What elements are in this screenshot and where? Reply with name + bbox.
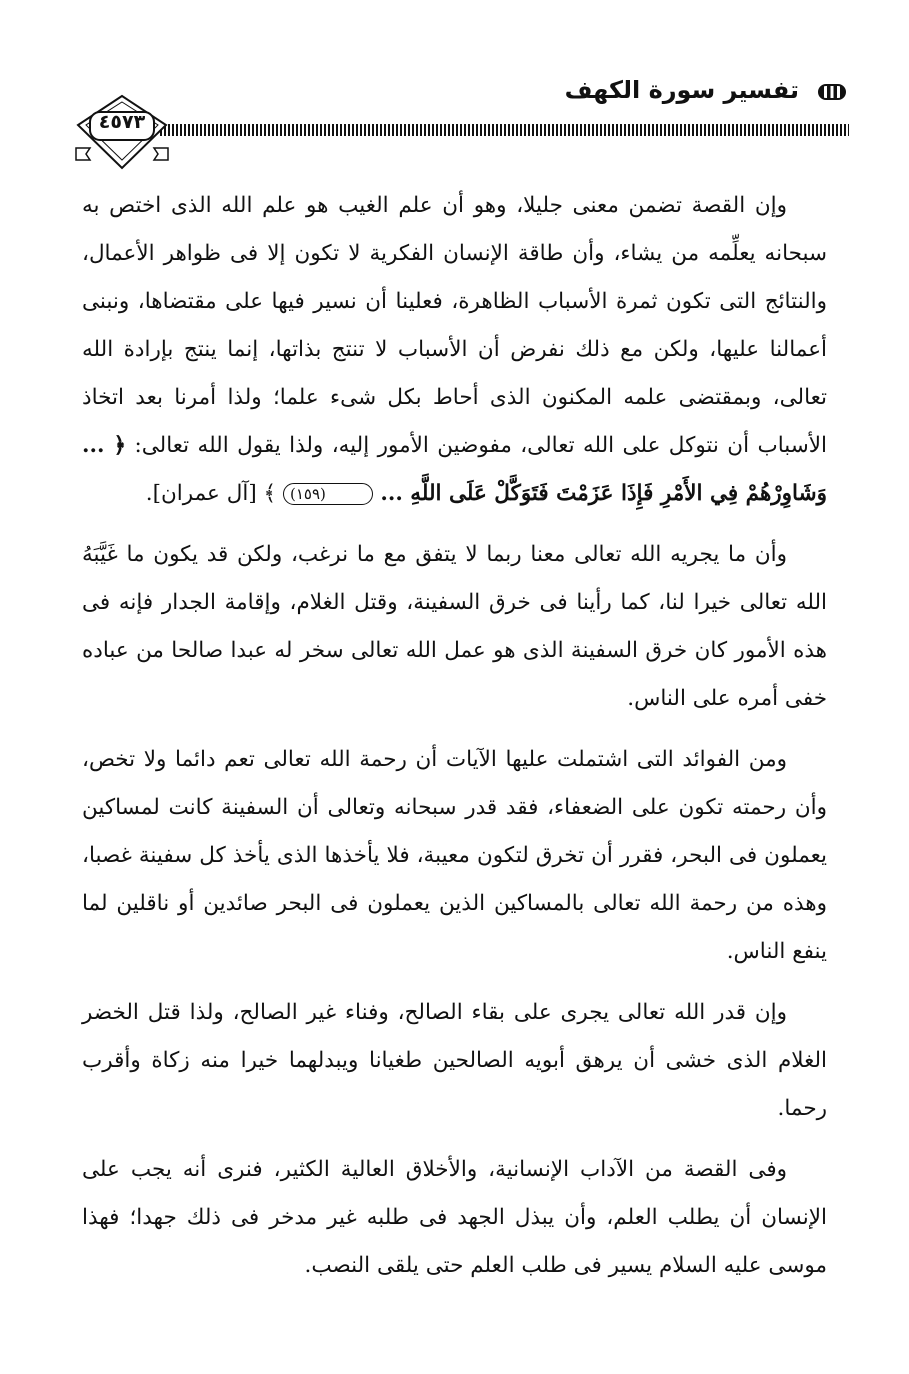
page-number: ٤٥٧٣: [98, 111, 146, 133]
page-body: [82, 182, 827, 1303]
paragraph-3: [82, 736, 827, 976]
paragraph-text: وإن قدر الله تعالى يجرى على بقاء الصالح، وفناء غير الصالح، ولذا قتل الخضر الغلام الذى خشى أن يرهق أبويه الصالحين طغيانا ويبدلهما خيرا منه زكاة وأقرب رحما.: [82, 1000, 827, 1121]
paragraph-1: [82, 182, 827, 518]
header-rule: [160, 124, 849, 136]
paragraph-4: [82, 989, 827, 1133]
page-header: [0, 0, 909, 180]
surah-reference: ﴾ [آل عمران].: [145, 481, 283, 506]
flower-ornament-icon: [815, 81, 849, 103]
paragraph-text: ومن الفوائد التى اشتملت عليها الآيات أن رحمة الله تعالى تعم دائما ولا تخص، وأن رحمته تكون على الضعفاء، فقد قدر سبحانه وتعالى أن السفينة كانت لمساكين يعملون فى البحر، فقرر أن تخرق لتكون معيبة، فلا يأخذها الذى يأخذ كل سفينة غصبا، وهذه من رحمة الله تعالى بالمساكين الذين يعملون فى البحر صائدين أو ناقلين لما ينفع الناس.: [82, 747, 827, 964]
surah-title: تفسير سورة الكهف: [564, 76, 799, 104]
ayah-number: (١٥٩): [283, 483, 373, 505]
paragraph-5: [82, 1146, 827, 1290]
paragraph-text: وإن القصة تضمن معنى جليلا، وهو أن علم الغيب هو علم الله الذى اختص به سبحانه يعلِّمه من يشاء، وأن طاقة الإنسان الفكرية لا تكون إلا فى ظواهر الأعمال، والنتائج التى تكون ثمرة الأسباب الظاهرة، فعلينا أن نسير فيها على مقتضاها، ونبنى أعمالنا عليها، ولكن مع ذلك نفرض أن الأسباب لا تنتج بذاتها، إنما ينتج بإرادة الله تعالى، وبمقتضى علمه المكنون الذى أحاط بكل شىء علما؛ ولذا أمرنا بعد اتخاذ الأسباب أن نتوكل على الله تعالى، مفوضين الأمور إليه، ولذا يقول الله تعالى:: [82, 193, 827, 458]
paragraph-2: [82, 531, 827, 723]
paragraph-text: وفى القصة من الآداب الإنسانية، والأخلاق العالية الكثير، فنرى أنه يجب على الإنسان أن يطلب العلم، وأن يبذل الجهد فى طلبه غير مدخر فى ذلك جهدا؛ فهذا موسى عليه السلام يسير فى طلب العلم حتى يلقى النصب.: [82, 1157, 827, 1278]
paragraph-text: وأن ما يجريه الله تعالى معنا ربما لا يتفق مع ما نرغب، ولكن قد يكون ما غَيَّبَهُ الله تعالى خيرا لنا، كما رأينا فى خرق السفينة، وقتل الغلام، وإقامة الجدار فإنه فى هذه الأمور كان خرق السفينة الذى هو عمل الله تعالى سخر له عبدا صالحا من عباده خفى أمره على الناس.: [82, 542, 827, 711]
quran-verse: ﴿ ... وَشَاوِرْهُمْ فِي الأَمْرِ فَإِذَا عَزَمْتَ فَتَوَكَّلْ عَلَى اللَّهِ ...: [82, 433, 827, 506]
